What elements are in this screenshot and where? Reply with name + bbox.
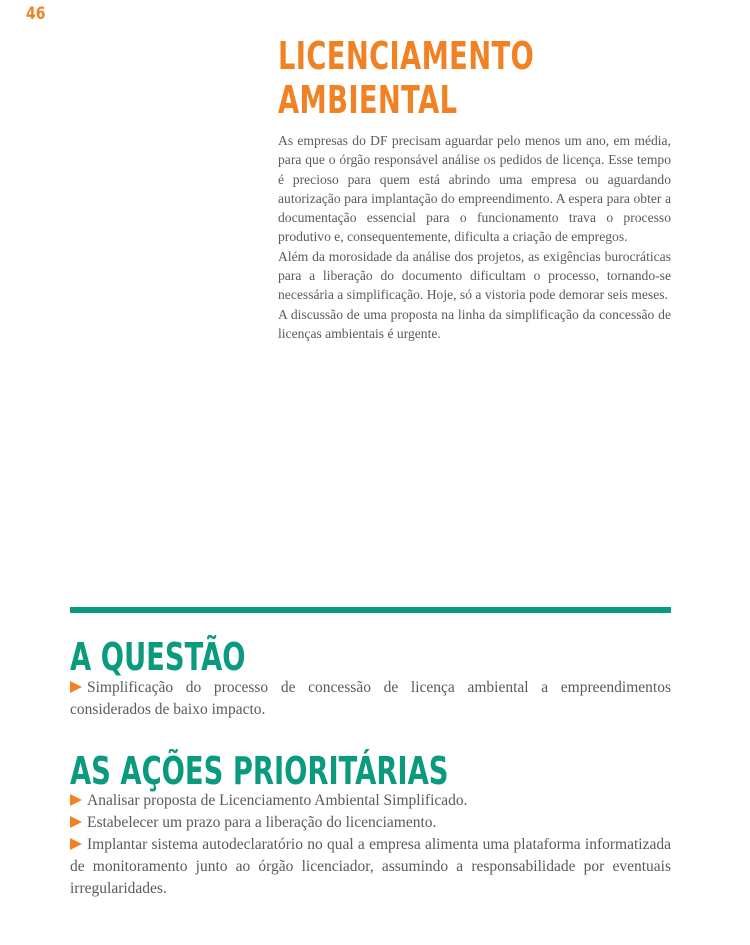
- page-title-line-1: LICENCIAMENTO: [278, 34, 535, 78]
- questao-section: [70, 677, 671, 721]
- orange-triangle-arrow-icon: [70, 681, 82, 693]
- body-paragraph: Além da morosidade da análise dos projetos, as exigências burocráticas para a liberação do documento dificultam o processo, tornando-se necessária a simplificação. Hoje, só a vistoria pode demorar seis meses.: [278, 248, 671, 303]
- body-paragraph: A discussão de uma proposta na linha da simplificação da concessão de licenças ambientais é urgente.: [278, 306, 671, 341]
- acoes-heading: AS AÇÕES PRIORITÁRIAS: [70, 749, 449, 793]
- page-title-line-2: AMBIENTAL: [278, 78, 458, 122]
- acao-text: Estabelecer um prazo para a liberação do licenciamento.: [87, 814, 437, 831]
- list-item: [70, 812, 671, 834]
- section-divider: [70, 607, 671, 613]
- orange-triangle-arrow-icon: [70, 838, 82, 850]
- page-title: [278, 34, 566, 122]
- intro-body-text: [278, 131, 671, 343]
- questao-item: [70, 677, 671, 721]
- page-number: 46: [26, 4, 46, 24]
- questao-heading: A QUESTÃO: [70, 635, 246, 679]
- acoes-list: [70, 790, 671, 900]
- acao-text: Analisar proposta de Licenciamento Ambiental Simplificado.: [87, 792, 468, 809]
- list-item: [70, 790, 671, 812]
- body-paragraph: As empresas do DF precisam aguardar pelo menos um ano, em média, para que o órgão responsável análise os pedidos de licença. Esse tempo é precioso para quem está abrindo uma empresa ou aguardando autorização para implantação do empreendimento. A espera para obter a documentação essencial para o funcionamento trava o processo produtivo e, consequentemente, dificulta a criação de empregos.: [278, 133, 671, 245]
- questao-text: Simplificação do processo de concessão de licença ambiental a empreendimentos considerados de baixo impacto.: [70, 679, 671, 718]
- acao-text: Implantar sistema autodeclaratório no qual a empresa alimenta uma plataforma informatizada de monitoramento junto ao órgão licenciador, assumindo a responsabilidade por eventuais irregularidades.: [70, 836, 671, 897]
- list-item: [70, 834, 671, 900]
- orange-triangle-arrow-icon: [70, 794, 82, 806]
- orange-triangle-arrow-icon: [70, 816, 82, 828]
